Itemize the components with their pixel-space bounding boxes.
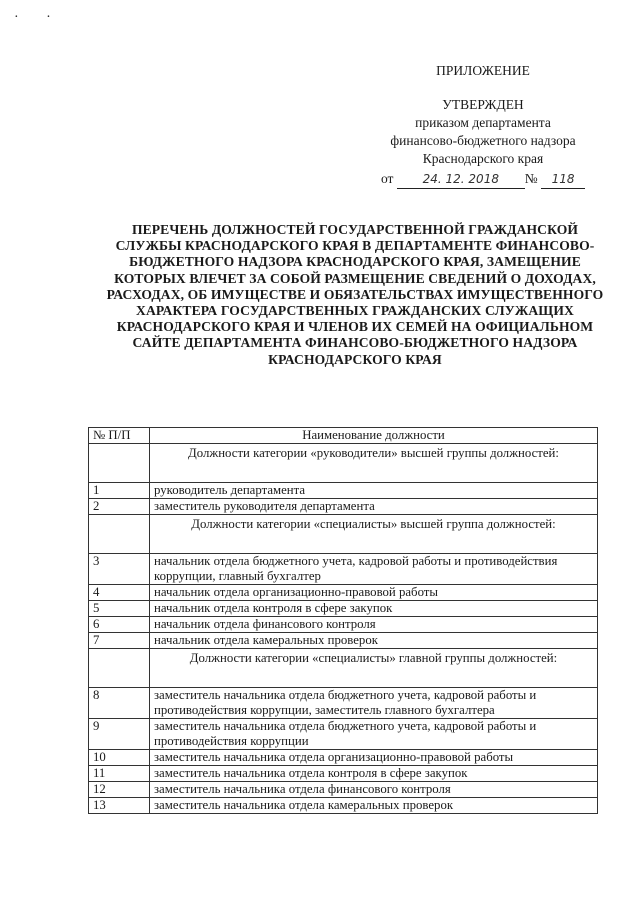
row-position: руководитель департамента [150, 483, 598, 499]
row-number: 8 [89, 688, 150, 719]
approved-label: УТВЕРЖДЕН [442, 97, 524, 112]
row-position: начальник отдела контроля в сфере закупок [150, 601, 598, 617]
document-title: ПЕРЕЧЕНЬ ДОЛЖНОСТЕЙ ГОСУДАРСТВЕННОЙ ГРАЖДАНСКОЙ СЛУЖБЫ КРАСНОДАРСКОГО КРАЯ В ДЕПАРТАМЕНТЕ ФИНАНСОВО-БЮДЖЕТНОГО НАДЗОРА КРАСНОДАРСКОГО КРАЯ, ЗАМЕЩЕНИЕ КОТОРЫХ ВЛЕЧЕТ ЗА СОБОЙ РАЗМЕЩЕНИЕ СВЕДЕНИЙ О ДОХОДАХ, РАСХОДАХ, ОБ ИМУЩЕСТВЕ И ОБЯЗАТЕЛЬСТВАХ ИМУЩЕСТВЕННОГО ХАРАКТЕРА ГОСУДАРСТВЕННЫХ ГРАЖДАНСКИХ СЛУЖАЩИХ КРАСНОДАРСКОГО КРАЯ И ЧЛЕНОВ ИХ СЕМЕЙ НА ОФИЦИАЛЬНОМ САЙТЕ ДЕПАРТАМЕНТА ФИНАНСОВО-БЮДЖЕТНОГО НАДЗОРА КРАСНОДАРСКОГО КРАЯ [106, 222, 604, 367]
row-position: заместитель начальника отдела финансового контроля [150, 782, 598, 798]
corner-marks: · · [14, 10, 63, 25]
table-row [89, 483, 598, 499]
row-number: 7 [89, 633, 150, 649]
table-row [89, 617, 598, 633]
row-number: 11 [89, 766, 150, 782]
table-row [89, 688, 598, 719]
table-header-row [89, 428, 598, 444]
order-date-line [365, 170, 601, 189]
category-heading: Должности категории «специалисты» высшей группа должностей: [150, 515, 598, 554]
table-row [89, 766, 598, 782]
row-number: 6 [89, 617, 150, 633]
approval-block [365, 62, 601, 189]
appendix-label: ПРИЛОЖЕНИЕ [436, 63, 530, 78]
category-heading: Должности категории «специалисты» главной группы должностей: [150, 649, 598, 688]
category-row [89, 649, 598, 688]
row-number: 9 [89, 719, 150, 750]
row-position: заместитель начальника отдела бюджетного учета, кадровой работы и противодействия коррупции, заместитель главного бухгалтера [150, 688, 598, 719]
category-heading: Должности категории «руководители» высшей группы должностей: [150, 444, 598, 483]
row-number: 5 [89, 601, 150, 617]
header-name: Наименование должности [150, 428, 598, 444]
header-num: № П/П [89, 428, 150, 444]
table-row [89, 499, 598, 515]
row-position: заместитель начальника отдела контроля в сфере закупок [150, 766, 598, 782]
row-position: начальник отдела финансового контроля [150, 617, 598, 633]
table-row [89, 633, 598, 649]
table-row [89, 798, 598, 814]
category-row [89, 444, 598, 483]
row-position: заместитель начальника отдела бюджетного учета, кадровой работы и противодействия коррупции [150, 719, 598, 750]
table-row [89, 601, 598, 617]
approval-line-1: приказом департамента [415, 115, 551, 130]
table-row [89, 782, 598, 798]
row-number: 1 [89, 483, 150, 499]
positions-table [88, 427, 598, 814]
table-row [89, 719, 598, 750]
row-number: 2 [89, 499, 150, 515]
table-row [89, 585, 598, 601]
table-row [89, 750, 598, 766]
row-position: заместитель руководителя департамента [150, 499, 598, 515]
row-position: начальник отдела камеральных проверок [150, 633, 598, 649]
row-position: начальник отдела организационно-правовой работы [150, 585, 598, 601]
row-position: заместитель начальника отдела организационно-правовой работы [150, 750, 598, 766]
row-number: 13 [89, 798, 150, 814]
row-number: 10 [89, 750, 150, 766]
row-number: 3 [89, 554, 150, 585]
handwritten-number: 118 [541, 170, 585, 189]
category-row [89, 515, 598, 554]
approval-line-3: Краснодарского края [422, 151, 544, 166]
number-label: № [524, 171, 538, 186]
row-position: заместитель начальника отдела камеральных проверок [150, 798, 598, 814]
table-row [89, 554, 598, 585]
row-number: 4 [89, 585, 150, 601]
handwritten-date: 24. 12. 2018 [397, 170, 525, 189]
row-number: 12 [89, 782, 150, 798]
from-label: от [380, 171, 394, 186]
approval-line-2: финансово-бюджетного надзора [390, 133, 576, 148]
row-position: начальник отдела бюджетного учета, кадровой работы и противодействия коррупции, главный бухгалтер [150, 554, 598, 585]
